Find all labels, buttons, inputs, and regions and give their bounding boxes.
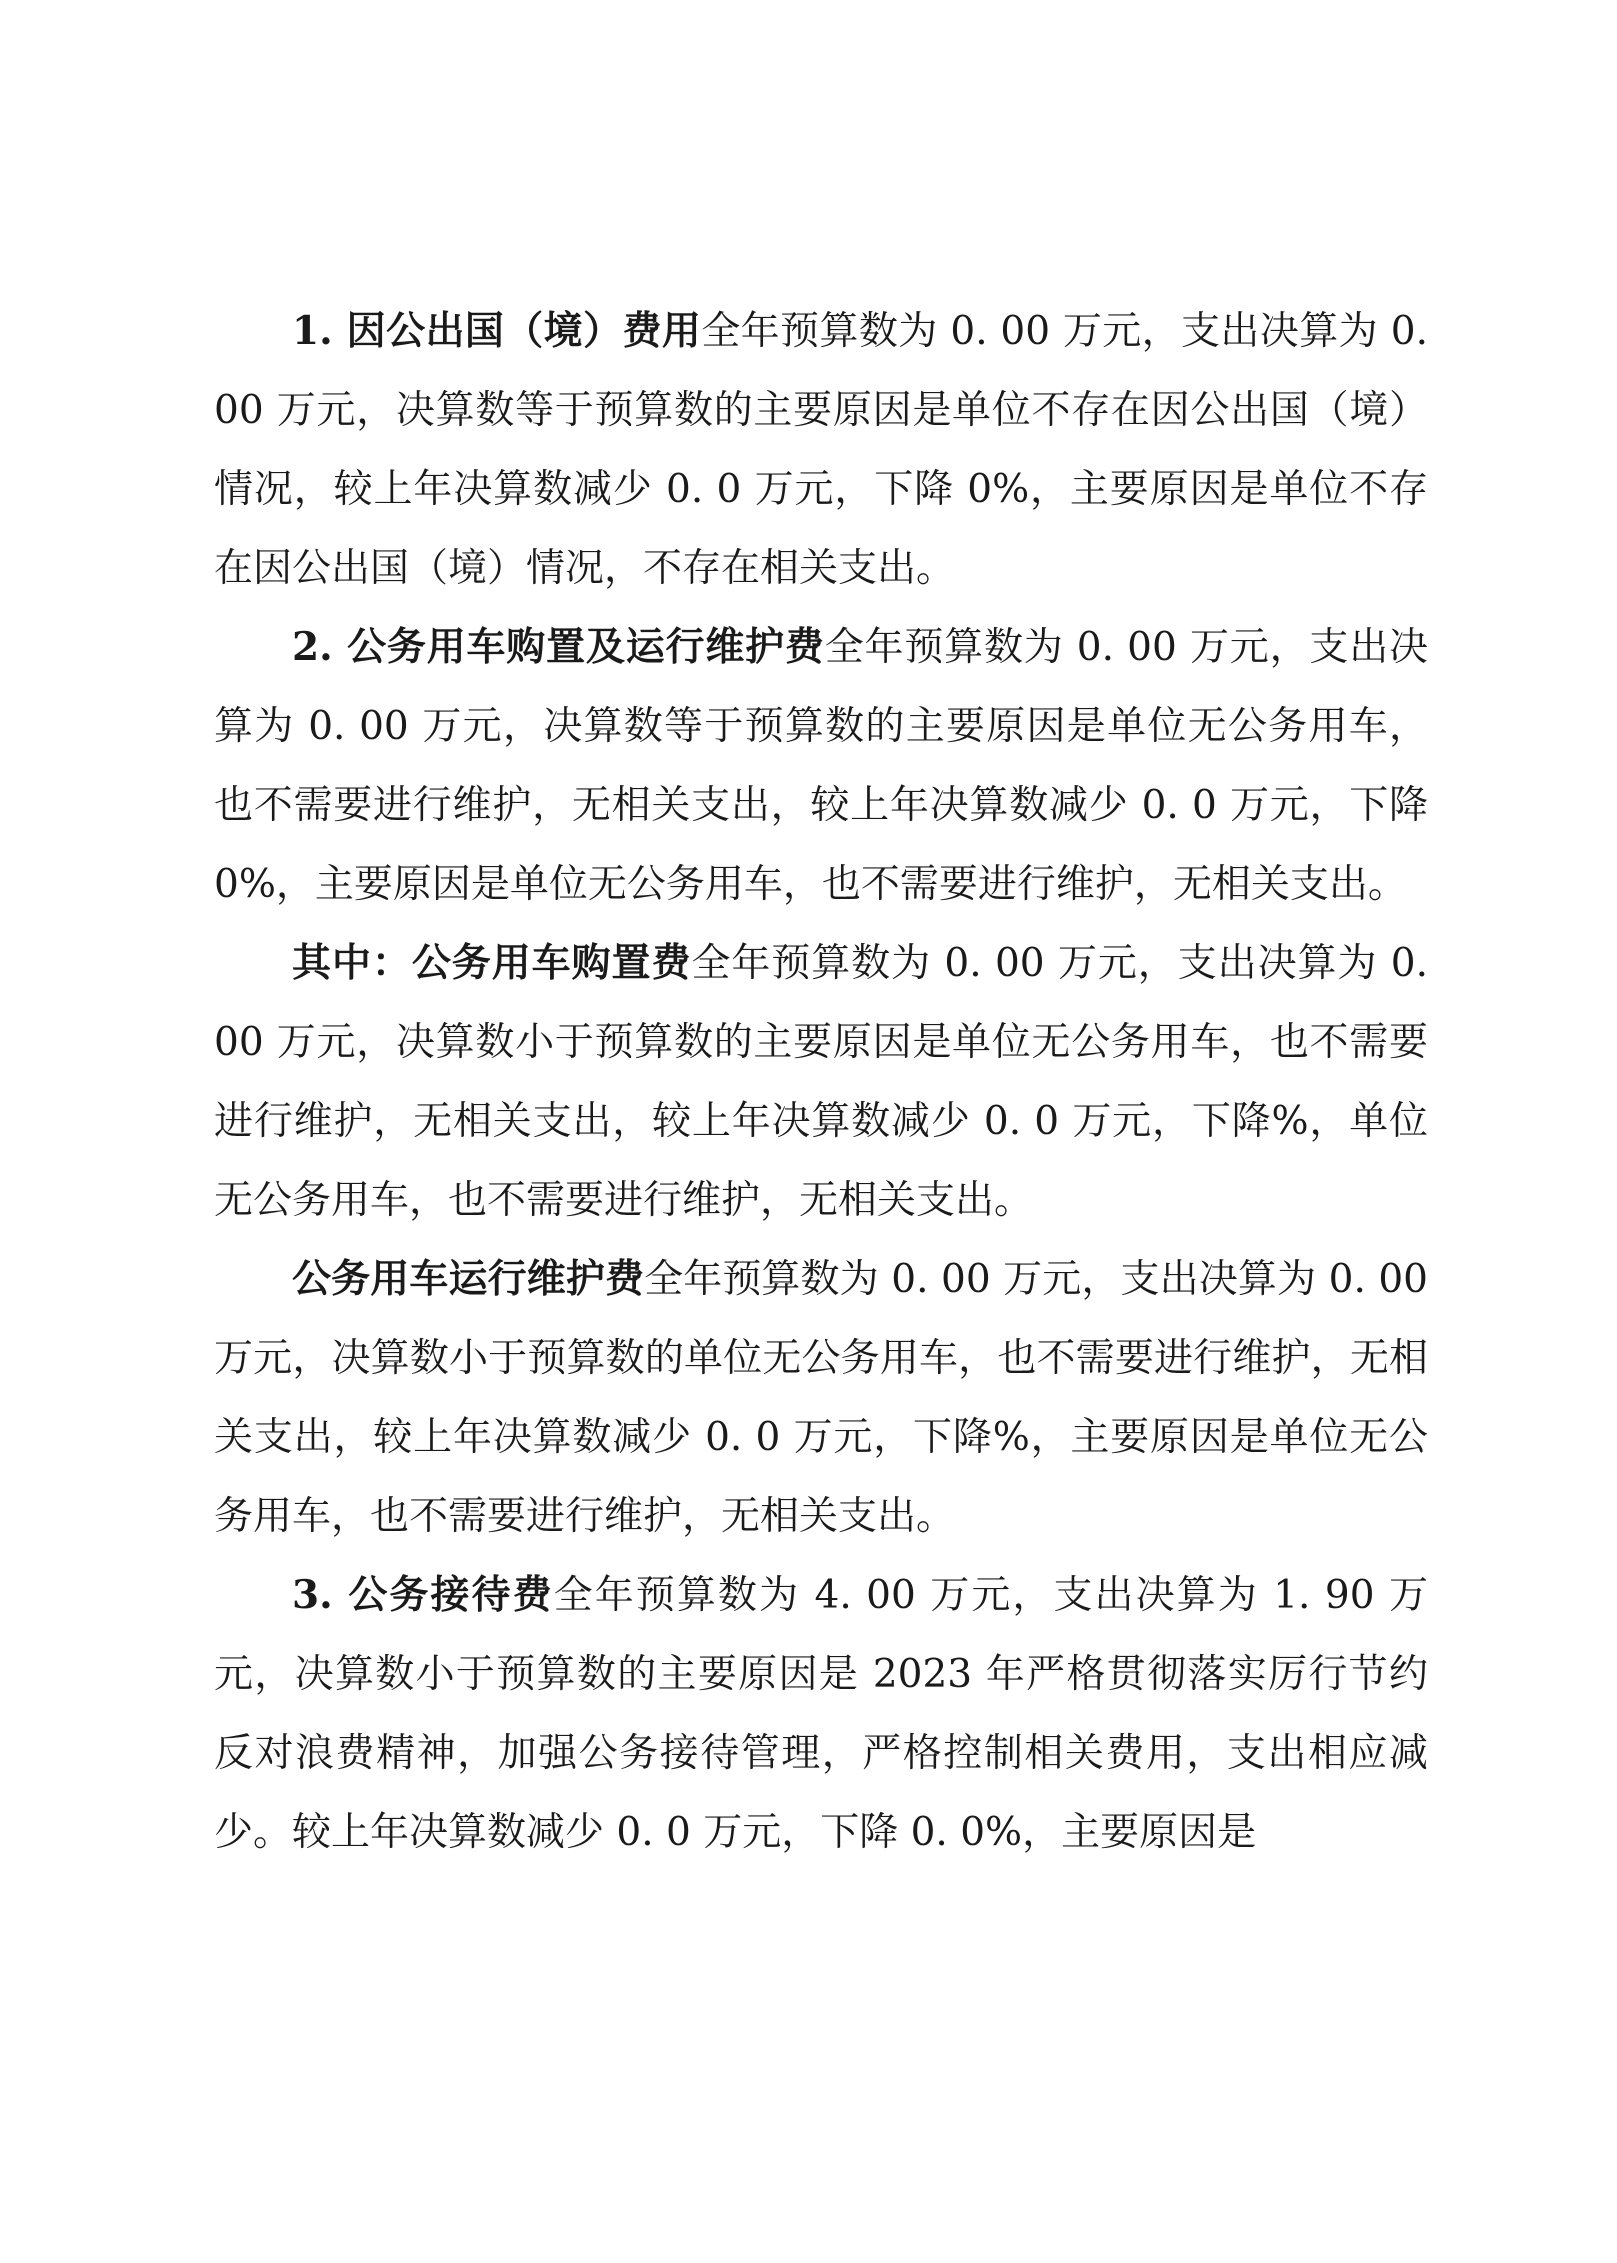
paragraph-heading: 其中：公务用车购置费 (292, 940, 692, 986)
paragraph-body: 全年预算数为 0. 00 万元，支出决算为 0. 00 万元，决算数等于预算数的主要原因是单位无公务用车，也不需要进行维护，无相关支出，较上年决算数减少 0. 0 万元，下降 0%，主要原因是单位无公务用车，也不需要进行维护，无相关支出。 (214, 625, 1428, 907)
paragraph-overseas-travel (214, 292, 1428, 608)
paragraph-vehicle-purchase (214, 924, 1428, 1240)
paragraph-vehicle-costs (214, 608, 1428, 924)
paragraph-reception (214, 1556, 1428, 1872)
paragraph-body: 全年预算数为 0. 00 万元，支出决算为 0. 00 万元，决算数等于预算数的主要原因是单位不存在因公出国（境）情况，较上年决算数减少 0. 0 万元，下降 0%，主要原因是单位不存在因公出国（境）情况，不存在相关支出。 (214, 309, 1428, 591)
paragraph-vehicle-maintenance (214, 1240, 1428, 1556)
paragraph-heading: 3. 公务接待费 (292, 1572, 554, 1618)
document-page (214, 292, 1428, 1872)
paragraph-body: 全年预算数为 0. 00 万元，支出决算为 0. 00 万元，决算数小于预算数的单位无公务用车，也不需要进行维护，无相关支出，较上年决算数减少 0. 0 万元，下降%，主要原因是单位无公务用车，也不需要进行维护，无相关支出。 (214, 1257, 1428, 1539)
paragraph-body: 全年预算数为 4. 00 万元，支出决算为 1. 90 万元，决算数小于预算数的主要原因是 2023 年严格贯彻落实厉行节约反对浪费精神，加强公务接待管理，严格控制相关费用，支出相应减少。较上年决算数减少 0. 0 万元，下降 0. 0%，主要原因是 (214, 1573, 1428, 1855)
paragraph-body: 全年预算数为 0. 00 万元，支出决算为 0. 00 万元，决算数小于预算数的主要原因是单位无公务用车，也不需要进行维护，无相关支出，较上年决算数减少 0. 0 万元，下降%，单位无公务用车，也不需要进行维护，无相关支出。 (214, 941, 1428, 1223)
paragraph-heading: 2. 公务用车购置及运行维护费 (292, 624, 825, 670)
paragraph-heading: 1. 因公出国（境）费用 (292, 308, 702, 354)
paragraph-heading: 公务用车运行维护费 (292, 1256, 645, 1302)
